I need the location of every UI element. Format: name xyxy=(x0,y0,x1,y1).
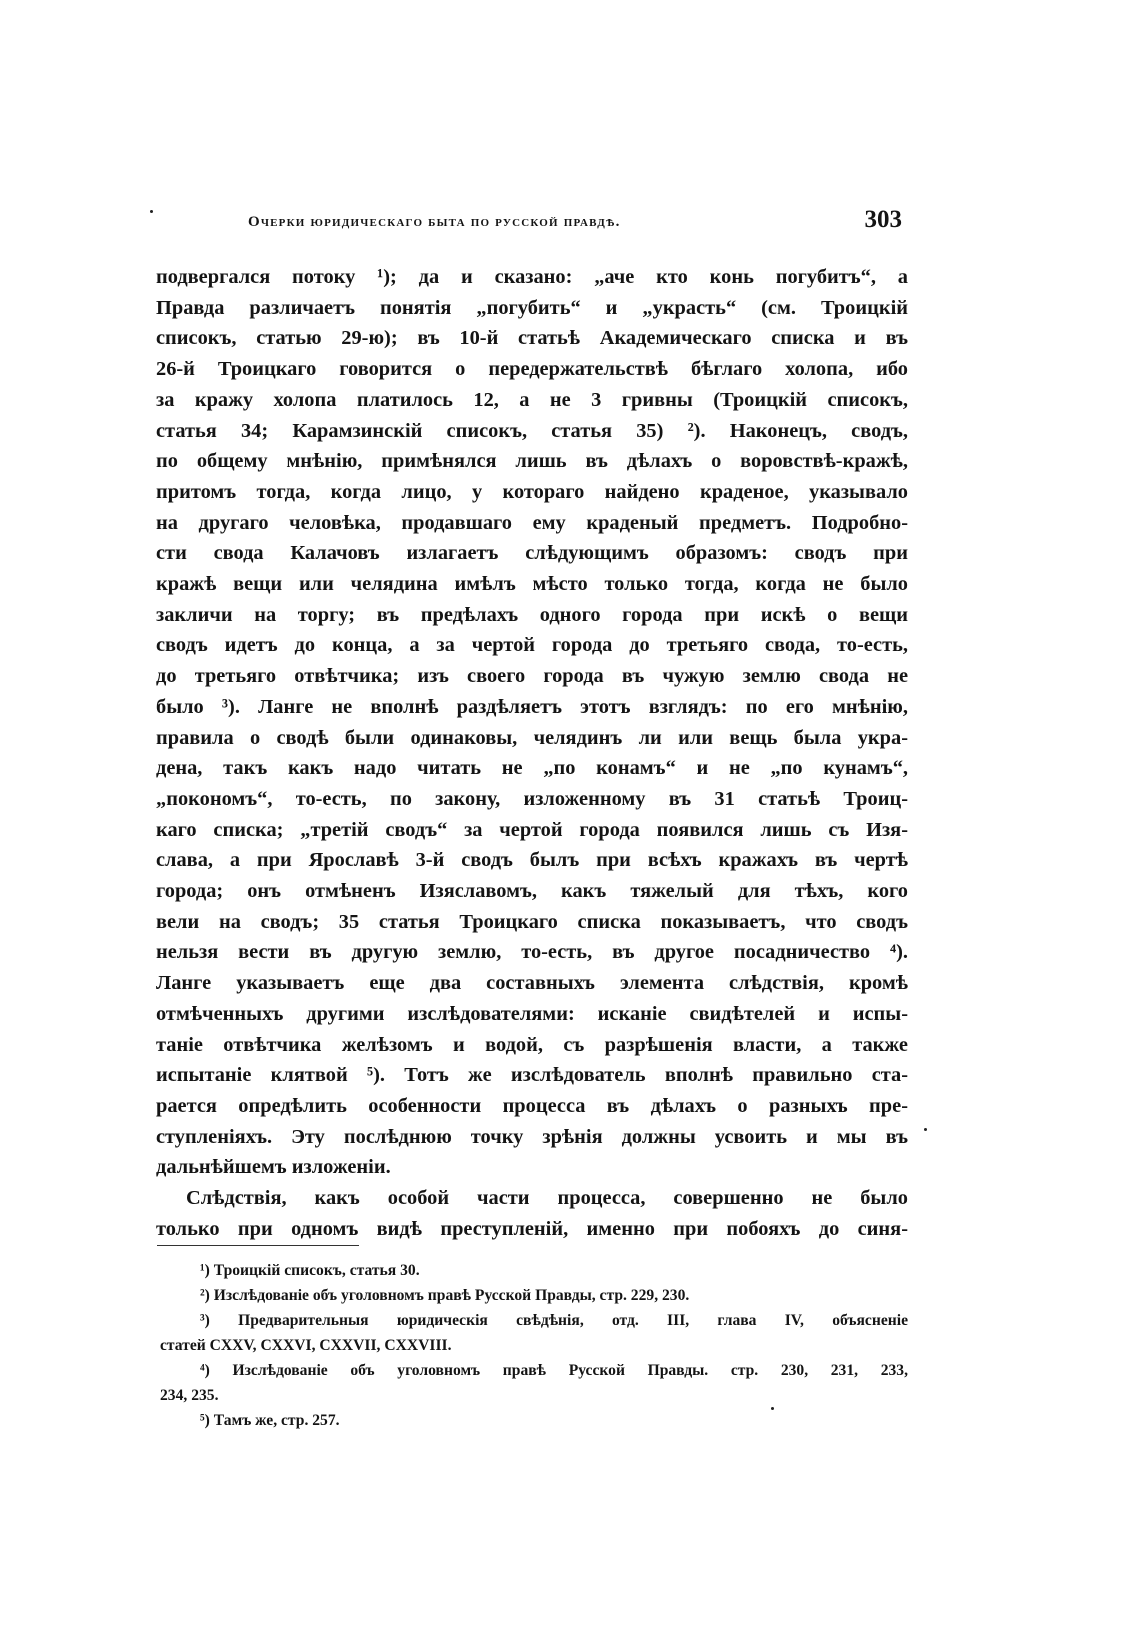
text-line: на другаго человѣка, продавшаго ему краденый предметъ. Подробно- xyxy=(156,511,908,534)
text-line: было ³). Ланге не вполнѣ раздѣляетъ этотъ взглядъ: по его мнѣнію, xyxy=(156,695,908,718)
text-line: статья 34; Карамзинскій списокъ, статья 35) ²). Наконецъ, сводъ, xyxy=(156,419,908,442)
footnote: ²) Изслѣдованіе объ уголовномъ правѣ Русской Правды, стр. 229, 230. xyxy=(200,1287,690,1304)
text-line: сводъ идетъ до конца, а за чертой города до третьяго свода, то-есть, xyxy=(156,634,908,657)
text-line: за кражу холопа платилось 12, а не 3 гривны (Троицкій списокъ, xyxy=(156,388,908,411)
text-line: слава, а при Ярославѣ 3-й сводъ былъ при всѣхъ кражахъ въ чертѣ xyxy=(156,849,908,872)
footnote: ⁵) Тамъ же, стр. 257. xyxy=(200,1412,340,1429)
text-line: закличи на торгу; въ предѣлахъ одного города при искѣ о вещи xyxy=(156,603,908,626)
text-line: Ланге указываетъ еще два составныхъ элемента слѣдствія, кромѣ xyxy=(156,972,908,995)
print-speck xyxy=(150,210,153,213)
text-line: рается опредѣлить особенности процесса въ дѣлахъ о разныхъ пре- xyxy=(156,1094,908,1117)
text-line: до третьяго отвѣтчика; изъ своего города въ чужую землю свода не xyxy=(156,665,908,688)
text-line: города; онъ отмѣненъ Изяславомъ, какъ тяжелый для тѣхъ, кого xyxy=(156,880,908,903)
page-header xyxy=(160,198,910,238)
text-line: кражѣ вещи или челядина имѣлъ мѣсто только тогда, когда не было xyxy=(156,573,908,596)
text-line: 26-й Троицкаго говорится о передержательствѣ бѣглаго холопа, ибо xyxy=(156,358,908,381)
footnotes xyxy=(160,1258,908,1433)
footnote: ³) Предварительныя юридическія свѣдѣнія, отд. III, глава IV, объясненіе xyxy=(200,1312,908,1329)
text-line: дена, такъ какъ надо читать не „по конамъ“ и не „по кунамъ“, xyxy=(156,757,908,780)
text-line: „покономъ“, то-есть, по закону, изложенному въ 31 статьѣ Троиц- xyxy=(156,787,908,810)
footnote-divider xyxy=(157,1245,359,1246)
footnote: ⁴) Изслѣдованіе объ уголовномъ правѣ Русской Правды. стр. 230, 231, 233, xyxy=(200,1362,908,1379)
footnote: ¹) Троицкій списокъ, статья 30. xyxy=(200,1262,420,1279)
text-line: списокъ, статью 29-ю); въ 10-й статьѣ Академическаго списка и въ xyxy=(156,327,908,350)
text-line: отмѣченныхъ другими изслѣдователями: исканіе свидѣтелей и испы- xyxy=(156,1002,908,1025)
text-line: по общему мнѣнію, примѣнялся лишь въ дѣлахъ о воровствѣ-кражѣ, xyxy=(156,450,908,473)
text-line: правила о сводѣ были одинаковы, челядинъ ли или вещь была укра- xyxy=(156,726,908,749)
footnote-continuation: 234, 235. xyxy=(160,1387,219,1404)
text-line: вели на сводъ; 35 статья Троицкаго списка показываетъ, что сводъ xyxy=(156,910,908,933)
print-speck xyxy=(924,1128,927,1131)
text-line: Слѣдствія, какъ особой части процесса, совершенно не было xyxy=(186,1187,908,1210)
text-line: только при одномъ видѣ преступленій, именно при побояхъ до синя- xyxy=(156,1217,908,1240)
text-line: Правда различаетъ понятія „погубить“ и „украсть“ (см. Троицкій xyxy=(156,296,908,319)
text-line: притомъ тогда, когда лицо, у котораго найдено краденое, указывало xyxy=(156,480,908,503)
page-number: 303 xyxy=(864,206,902,233)
text-line: нельзя вести въ другую землю, то-есть, въ другое посадничество ⁴). xyxy=(156,941,908,964)
footnote-continuation: статей CXXV, CXXVI, CXXVII, CXXVIII. xyxy=(160,1337,452,1354)
text-line: испытаніе клятвой ⁵). Тотъ же изслѣдователь вполнѣ правильно ста- xyxy=(156,1064,908,1087)
print-speck xyxy=(771,1407,774,1410)
text-line: сти свода Калачовъ излагаетъ слѣдующимъ образомъ: сводъ при xyxy=(156,542,908,565)
running-title: Очерки юридическаго быта по русской правдѣ. xyxy=(248,214,621,230)
text-line: каго списка; „третій сводъ“ за чертой города появился лишь съ Изя- xyxy=(156,818,908,841)
text-line: дальнѣйшемъ изложеніи. xyxy=(156,1156,391,1179)
body-text xyxy=(156,262,908,1245)
text-line: таніе отвѣтчика желѣзомъ и водой, съ разрѣшенія власти, а также xyxy=(156,1033,908,1056)
text-line: подвергался потоку ¹); да и сказано: „аче кто конь погубитъ“, а xyxy=(156,266,908,288)
text-line: ступленіяхъ. Эту послѣднюю точку зрѣнія должны усвоить и мы въ xyxy=(156,1125,908,1148)
